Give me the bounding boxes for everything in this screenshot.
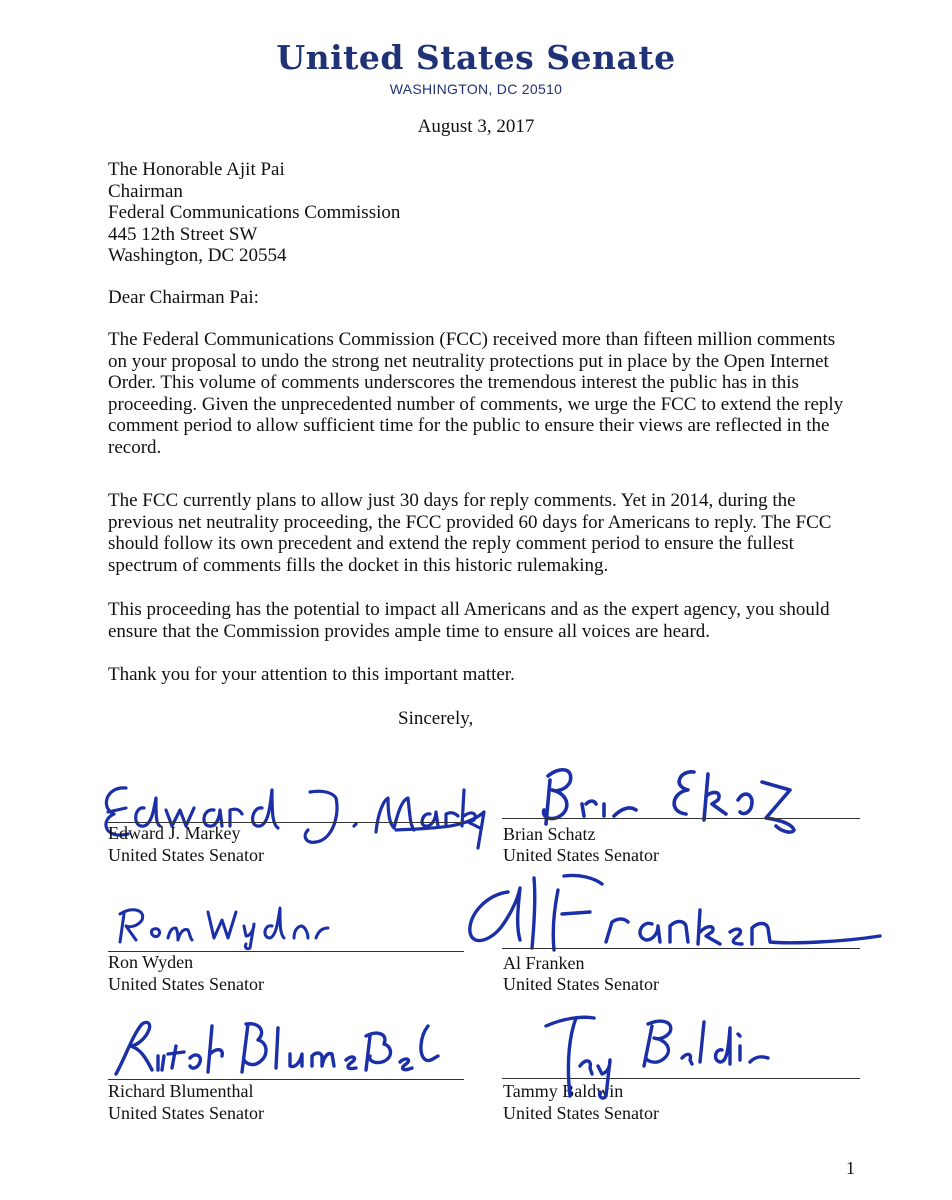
signatory-title: United States Senator (503, 974, 659, 994)
recipient-address (108, 159, 400, 267)
paragraph-line: should follow its own precedent and extend the reply comment period to ensure the fullest (108, 533, 794, 554)
recipient-line: Washington, DC 20554 (108, 245, 287, 266)
paragraph-line: Order. This volume of comments underscores the tremendous interest the public has in this (108, 372, 799, 393)
signatory-title: United States Senator (108, 1103, 264, 1123)
salutation: Dear Chairman Pai: (108, 287, 259, 308)
signatory-name: Al Franken (503, 953, 585, 973)
body-paragraph-3 (108, 599, 830, 642)
letter-date: August 3, 2017 (417, 116, 535, 137)
signature-line (502, 948, 860, 949)
paragraph-line: previous net neutrality proceeding, the FCC provided 60 days for Americans to reply. The FCC (108, 511, 832, 533)
recipient-line: Federal Communications Commission (108, 202, 401, 223)
signatory-name: Tammy Baldwin (503, 1081, 624, 1101)
signature-franken (462, 870, 882, 960)
paragraph-line: The FCC currently plans to allow just 30 days for reply comments. Yet in 2014, during the (108, 490, 796, 511)
signature-line (502, 818, 860, 819)
signatory-title: United States Senator (503, 845, 659, 865)
paragraph-line: record. (108, 436, 162, 458)
signatory-name: Richard Blumenthal (108, 1081, 254, 1101)
signature-line (108, 1079, 464, 1080)
letterhead-address: WASHINGTON, DC 20510 (389, 81, 563, 97)
recipient-line: Chairman (108, 180, 183, 202)
letterhead-title: United States Senate (276, 38, 676, 77)
paragraph-line: spectrum of comments fills the docket in this historic rulemaking. (108, 554, 609, 576)
recipient-line: 445 12th Street SW (108, 223, 258, 245)
signature-baldwin (536, 1004, 776, 1104)
page-number: 1 (846, 1158, 855, 1178)
paragraph-line: Thank you for your attention to this important matter. (108, 664, 515, 685)
signatory-title: United States Senator (108, 845, 264, 865)
body-paragraph-2 (108, 490, 831, 576)
body-paragraph-4 (108, 664, 515, 686)
signatory-name: Brian Schatz (503, 824, 596, 844)
signatory-title: United States Senator (503, 1103, 659, 1123)
recipient-line: The Honorable Ajit Pai (108, 159, 285, 180)
paragraph-line: comment period to allow sufficient time for the public to ensure their views are reflected in the (108, 415, 830, 436)
signature-blumenthal (112, 1016, 442, 1080)
signatory-name: Edward J. Markey (108, 823, 241, 843)
signatory-name: Ron Wyden (108, 952, 194, 972)
body-paragraph-1 (108, 329, 843, 458)
signature-wyden (112, 902, 342, 950)
paragraph-line: This proceeding has the potential to impact all Americans and as the expert agency, you should (108, 599, 830, 620)
paragraph-line: proceeding. Given the unprecedented number of comments, we urge the FCC to extend the reply (108, 393, 844, 415)
paragraph-line: The Federal Communications Commission (FCC) received more than fifteen million comments (108, 329, 836, 350)
paragraph-line: ensure that the Commission provides ample time to ensure all voices are heard. (108, 620, 711, 642)
closing: Sincerely, (398, 708, 474, 729)
paragraph-line: on your proposal to undo the strong net neutrality protections put in place by the Open Internet (108, 350, 829, 372)
signatory-title: United States Senator (108, 974, 264, 994)
